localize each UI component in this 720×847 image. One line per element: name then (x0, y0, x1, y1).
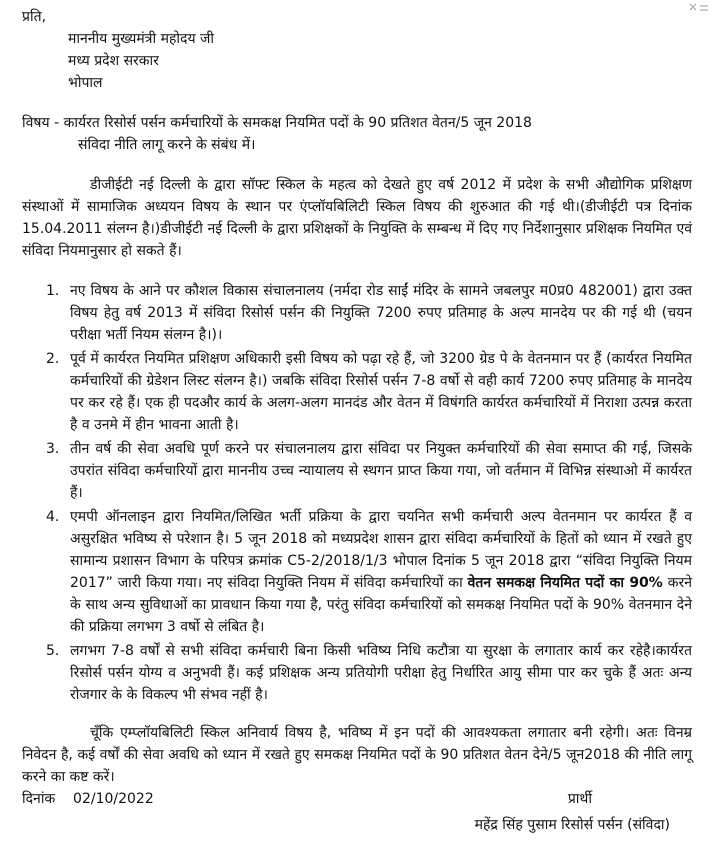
points-list (22, 280, 692, 706)
date-block (22, 788, 154, 810)
list-item (22, 640, 692, 706)
letter-page (22, 6, 692, 836)
list-item-number: 4. (46, 509, 60, 525)
list-item (22, 438, 692, 504)
date-label: दिनांक (22, 791, 56, 807)
intro-paragraph: डीजीईटी नई दिल्ली के द्वारा सॉफ्ट स्किल के महत्व को देखते हुए वर्ष 2012 में प्रदेश के सभी औद्योगिक प्रशिक्षण संस्थाओं में सामाजिक अध्ययन विषय के स्थान पर एंप्लॉयबिलिटी स्किल विषय की शुरुआत की गई थी।(डीजीईटी पत्र दिनांक 15.04.2011 संलग्न है।)डीजीईटी नई दिल्ली के द्वारा प्रशिक्षकों के नियुक्ति के सम्बन्ध में दिए गए निर्देशानुसार प्रशिक्षक नियमित एवं संविदा नियमानुसार हो सकते हैं। (22, 177, 692, 259)
list-item-text: नए विषय के आने पर कौशल विकास संचालनालय (नर्मदा रोड साईं मंदिर के सामने जबलपुर म0प्र0 482001) द्वारा उक्त विषय हेतु वर्ष 2013 में संविदा रिसोर्स पर्सन की नियुक्ति 7200 रुपए प्रतिमाह के अल्प मानदेय पर की गई थी (चयन परीक्षा भर्ती नियम संलग्न है।)। (70, 283, 692, 343)
recipient-address (22, 28, 692, 94)
list-item (22, 348, 692, 436)
recipient-line: माननीय मुख्यमंत्री महोदय जी (68, 31, 215, 47)
list-item (22, 280, 692, 346)
list-item-text: पूर्व में कार्यरत नियमित प्रशिक्षण अधिकारी इसी विषय को पढ़ा रहे हैं, जो 3200 ग्रेड पे के वेतनमान पर हैं (कार्यरत नियमित कर्मचारियों की ग्रेडेशन लिस्ट संलग्न है।) जबकि संविदा रिसोर्स पर्सन 7-8 वर्षो से वही कार्य 7200 रुपए प्रतिमाह के मानदेय पर कर रहे हैं। एक ही पदऔर कार्य के अलग-अलग मानदंड और वेतन में विषंगति कार्यरत कर्मचारियों में निराशा उत्पन्न करता है व उनमे में हीन भावना आती है। (70, 351, 692, 433)
recipient-line: मध्य प्रदेश सरकार (68, 53, 159, 69)
subject-line-continued: संविदा नीति लागू करने के संबंध में। (78, 137, 256, 153)
list-item-text: लगभग 7-8 वर्षों से सभी संविदा कर्मचारी बिना किसी भविष्य निधि कटौत्रा या सुरक्षा के लगातार कार्य कर रहेहै।कार्यरत रिसोर्स पर्सन योग्य व अनुभवी हैं। कई प्रशिक्षक अन्य प्रतियोगी परीक्षा हेतु निर्धारित आयु सीमा पार कर चुके हैं अतः अन्य रोजगार के के विकल्प भी संभव नहीं है। (70, 643, 692, 703)
recipient-to: प्रति, (22, 9, 47, 25)
closing-paragraph: चूँकि एम्प्लॉयबिलिटी स्किल अनिवार्य विषय है, भविष्य में इन पदों की आवश्यकता लगातार बनी रहेगी। अतः विनम्र निवेदन है, कई वर्षों की सेवा अवधि को ध्यान में रखते हुए समकक्ष नियमित पदों के 90 प्रतिशत वेतन देने/5 जून2018 की नीति लागू करने का कष्ट करें। (22, 725, 692, 785)
subject-line: विषय - कार्यरत रिसोर्स पर्सन कर्मचारियों के समकक्ष नियमित पदों के 90 प्रतिशत वेतन/5 जून 2018 (22, 115, 532, 131)
applicant-label: प्रार्थी (567, 791, 592, 807)
list-item (22, 506, 692, 638)
date-value: 02/10/2022 (73, 791, 154, 807)
list-item-number: 5. (46, 643, 60, 659)
list-item-number: 3. (46, 441, 60, 457)
list-item-text: करने के साथ अन्य सुविधाओं का प्रावधान किया गया है, परंतु संविदा कर्मचारियों को समकक्ष नियमित पदों के 90% वेतनमान देने की प्रक्रिया लगभग 3 वर्षो से लंबित है। (70, 575, 693, 635)
list-item-text: एमपी ऑनलाइन द्वारा नियमित/लिखित भर्ती प्रक्रिया के द्वारा चयनित सभी कर्मचारी अल्प वेतनमान पर कार्यरत हैं व असुरक्षित भविष्य से परेशान है। 5 जून 2018 को मध्यप्रदेश शासन द्वारा संविदा कर्मचारियों के हितों को ध्यान में रखते हुए सामान्य प्रशासन विभाग के परिपत्र क्रमांक C5-2/2018/1/3 भोपाल दिनांक 5 जून 2018 द्वारा “संविदा नियुक्ति नियम 2017” जारी किया गया। नए संविदा नियुक्ति नियम में संविदा कर्मचारियों का (70, 509, 692, 591)
list-item-text: तीन वर्ष की सेवा अवधि पूर्ण करने पर संचालनालय द्वारा संविदा पर नियुक्त कर्मचारियों की सेवा समाप्त की गई, जिसके उपरांत संविदा कर्मचारियों द्वारा माननीय उच्च न्यायालय से स्थगन प्राप्त किया गया, जो वर्तमान में विभिन्न संस्थाओ में कार्यरत हैं। (70, 441, 692, 501)
footer-row (22, 788, 692, 810)
list-item-bold-text: वेतन समकक्ष नियमित पदों का 90% (467, 575, 663, 591)
signature: महेंद्र सिंह पुसाम रिसोर्स पर्सन (संविदा) (474, 817, 670, 833)
list-item-number: 2. (46, 351, 60, 367)
recipient-line: भोपाल (68, 75, 103, 91)
list-item-number: 1. (46, 283, 60, 299)
